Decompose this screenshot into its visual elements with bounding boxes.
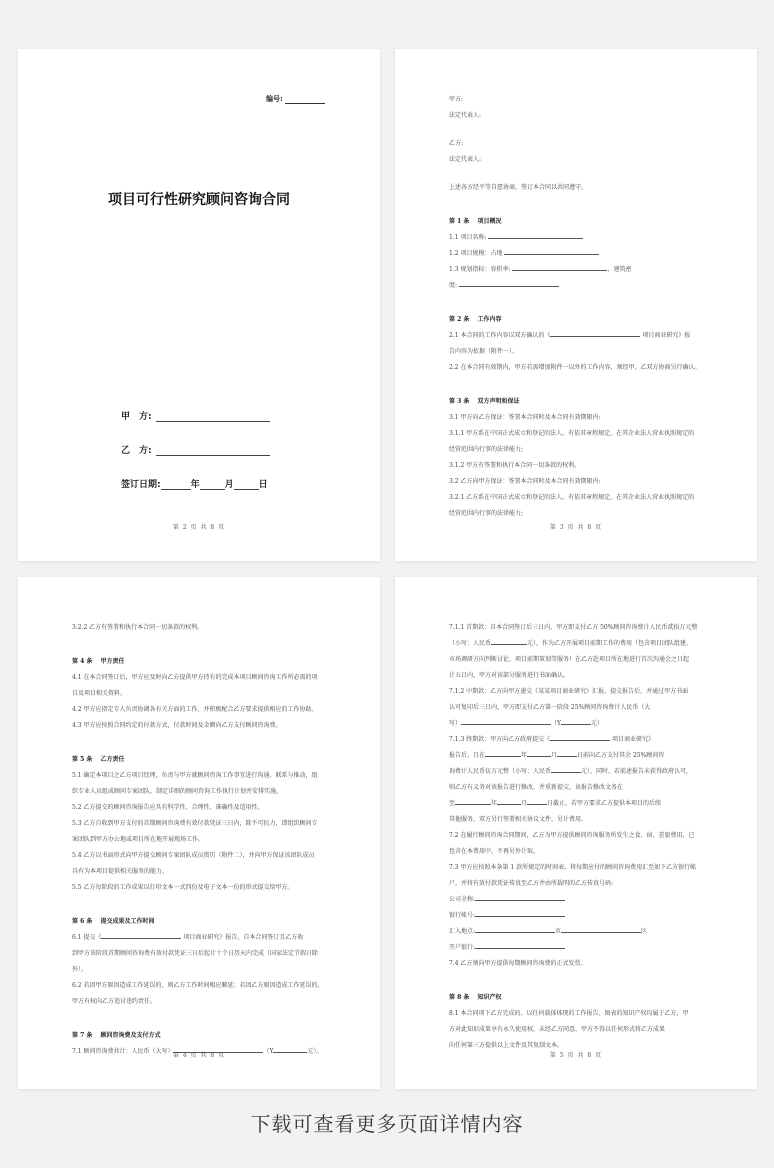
download-more-caption: 下载可查看更多页面详情内容 — [250, 1112, 524, 1136]
text-line: 3.2.2 乙方有签署和执行本合同一切条款的权利。 — [72, 624, 204, 631]
blank — [557, 750, 577, 757]
field-unit: 元） — [590, 720, 603, 727]
text-line: 到甲方该阶段首期顾问咨询费有效付款凭证三日后起计十个日历天内完成（国家法定节假日除 — [72, 950, 319, 957]
article-heading: 第 3 条 双方声明和保证 — [449, 398, 520, 405]
blank — [561, 718, 591, 725]
text-line — [449, 716, 707, 732]
text-line: 8.1 本合同项下乙方完成的、以任何载体体现的工作报告、图表的知识产权均属于乙方，甲 — [449, 1010, 689, 1017]
field-label: 1.1 项目名称: — [449, 234, 487, 241]
text-line: 4.2 甲方应指定专人负责协调各有关方面的工作，并积极配合乙方要求提供相应的工作协助。 — [72, 706, 318, 713]
field-label: 2.1 本合同的工作内容以双方确认的《 — [449, 332, 551, 339]
contract-page-4 — [18, 577, 380, 1089]
text-line: 2.2 在本合同有效期内，甲方若需增加附件一以外的工作内容，须经甲、乙双方协商另行确认。 — [449, 364, 701, 371]
article-heading: 第 8 条 知识产权 — [449, 994, 502, 1001]
text-line: 甲方: — [449, 96, 464, 103]
text-line: 5.1 确定本项目之乙方项目经理，负责与甲方就顾问咨询工作事宜进行沟通、联系与推动，组 — [72, 772, 318, 779]
text-line: 向任何第三方提供以上文件及其复制文本。 — [449, 1042, 564, 1049]
spacer — [449, 294, 707, 306]
text-line — [449, 636, 707, 652]
field-label: 7.1 顾问咨询费共计：人民币（大写） — [72, 1048, 174, 1055]
field-tail: 元），同时，若前述报告未获得政府认可, — [581, 768, 688, 775]
spacer — [449, 124, 707, 136]
text-line — [449, 732, 707, 748]
field-tail: 日截止，若甲方要求乙方提供本项目的后续 — [547, 800, 662, 807]
page-number: 第 5 页 共 8 页 — [549, 1052, 603, 1059]
signing-date-line — [121, 477, 268, 490]
text-line: 其他服务，双方另行签署相关协议文件，另计费用。 — [449, 816, 588, 823]
field-label: 报告后，且在 — [449, 752, 486, 759]
party-b-line — [121, 443, 270, 456]
day-label: 日 — [258, 480, 268, 490]
field-label: 公司全称: — [449, 896, 476, 903]
field-tail: 项目商业研究》 — [612, 736, 655, 743]
field-label: 至 — [449, 800, 456, 807]
article-heading: 第 4 条 甲方责任 — [72, 658, 125, 665]
text-line: 法定代表人: — [449, 112, 482, 119]
blank — [461, 718, 551, 725]
article-heading: 第 6 条 提交成果及工作时间 — [72, 918, 155, 925]
field-tail: ，建筑密 — [607, 266, 632, 273]
contract-number-line — [266, 94, 325, 104]
text-line: 乙方: — [449, 140, 464, 147]
party-b-label: 乙 方: — [121, 446, 152, 456]
year-blank — [161, 479, 191, 490]
district-label: 区 — [641, 928, 648, 935]
text-line: 计五日内，甲方对该部分服务进行书面确认。 — [449, 672, 570, 679]
text-line — [449, 328, 707, 344]
text-line: 7.4 乙方须向甲方提供每期顾问咨询费的正式发票。 — [449, 960, 587, 967]
spacer — [72, 734, 330, 746]
contract-number-blank — [285, 95, 325, 104]
field-label: 询费计人民币伍万元整（小写：人民币 — [449, 768, 552, 775]
page-text — [72, 620, 330, 1060]
field-unit: 元）。 — [307, 1048, 323, 1055]
spacer — [72, 896, 330, 908]
spacer — [449, 196, 707, 208]
contract-title: 项目可行性研究顾问咨询合同 — [108, 192, 290, 208]
year-label: 年 — [521, 752, 528, 759]
field-label: 度: — [449, 282, 458, 289]
blank — [550, 330, 640, 337]
signing-date-label: 签订日期: — [121, 480, 161, 490]
blank — [101, 932, 181, 939]
text-line: 经营范围内行事的法律能力; — [449, 446, 524, 453]
text-line: 5.3 乙方自收到甲方支付的首期顾问咨询费有效付款凭证三日内，除不可抗力，即组织顾问专 — [72, 820, 318, 827]
text-line: 3.1.2 甲方有签署和执行本合同一切条款的权利。 — [449, 462, 581, 469]
blank — [527, 750, 551, 757]
contract-page-5 — [395, 577, 757, 1089]
article-heading: 第 2 条 工作内容 — [449, 316, 502, 323]
text-line: 认可复印后三日内，甲方即支付乙方第一阶段 25%顾问咨询费计人民币（大 — [449, 704, 651, 711]
page-number: 第 4 页 共 8 页 — [172, 1052, 226, 1059]
field-label: 6.1 提交《 — [72, 934, 102, 941]
field-tail: 项目商业研究》报 — [642, 332, 691, 339]
text-line: 6.2 若因甲方原因造成工作延误的，则乙方工作时间相应顺延；若因乙方原因造成工作延误的， — [72, 982, 324, 989]
text-line: 目及项目相关资料。 — [72, 690, 127, 697]
text-line: 7.2 在履行顾问咨询合同期间，乙方为甲方提供顾问咨询服务所发生之食、宿、差旅费用，已 — [449, 832, 695, 839]
text-line — [449, 892, 707, 908]
blank — [550, 734, 610, 741]
field-label: 1.3 规划指标：容积率: — [449, 266, 511, 273]
field-label: 银行帐号: — [449, 912, 476, 919]
text-line: 则乙方有义务对该报告进行修改，并重新提交，该报告修改文务在 — [449, 784, 624, 791]
page-text — [449, 620, 707, 1054]
text-line: 4.3 甲方应按照合同约定的付款方式，付款时间及金额向乙方支付顾问咨询费。 — [72, 722, 282, 729]
blank — [527, 798, 547, 805]
field-tail: 元），作为乙方开展项目前期工作的费用（包含项目团队组建、 — [527, 640, 693, 647]
text-line: 甲方有权向乙方追讨违约责任。 — [72, 998, 157, 1005]
spacer — [72, 636, 330, 648]
text-line: 7.3 甲方应按照本条第 1 款所规定的时间表，将每期应付的顾问咨询费用汇至如下乙方银行帐 — [449, 864, 697, 871]
article-heading: 第 7 条 顾问咨询费及支付方式 — [72, 1032, 161, 1039]
city-label: 市 — [555, 928, 562, 935]
text-line: 案团队到甲方办公地或项目所在地开展现场工作。 — [72, 836, 205, 843]
party-a-blank — [156, 411, 270, 422]
month-label: 月 — [521, 800, 528, 807]
blank — [497, 798, 521, 805]
text-line: 4.1 在本合同签订后，甲方应及时向乙方提供甲方持有的完成本项目顾问咨询工作所必需的项 — [72, 674, 318, 681]
field-tail: （Y — [551, 720, 561, 727]
text-line — [449, 230, 707, 246]
text-line: 市场调研方向判断讨论、项目前期策划等服务）在乙方赴项目所在地进行首次沟通会之日起 — [449, 656, 690, 663]
year-label: 年 — [491, 800, 498, 807]
blank — [561, 926, 641, 933]
month-label: 月 — [551, 752, 558, 759]
text-line: 3.1.1 甲方系在中国正式成立和登记的法人，有依其章程规定，在其企业法人营业执照规定的 — [449, 430, 695, 437]
party-b-blank — [156, 445, 270, 456]
blank — [488, 232, 583, 239]
text-line: 7.1.1 首期款：自本合同签订后三日内，甲方即支付乙方 50%顾问咨询费计人民币贰拾万元整 — [449, 624, 698, 631]
text-line: 3.1 甲方向乙方保证：签署本合同时及本合同有效期限内: — [449, 414, 601, 421]
blank — [475, 942, 565, 949]
blank — [459, 280, 559, 287]
field-label: 1.2 项目规模：占地 — [449, 250, 503, 257]
text-line — [449, 748, 707, 764]
spacer — [449, 376, 707, 388]
text-line — [449, 262, 707, 278]
blank — [475, 894, 565, 901]
party-a-label: 甲 方: — [121, 412, 152, 422]
text-line: 包含在本费用中，不再另外计取。 — [449, 848, 540, 855]
blank — [512, 264, 607, 271]
article-heading: 第 1 条 项目概况 — [449, 218, 502, 225]
text-line — [449, 246, 707, 262]
text-line — [72, 930, 330, 946]
page-text — [449, 92, 707, 522]
contract-page-3 — [395, 49, 757, 561]
blank — [551, 766, 581, 773]
blank — [455, 798, 491, 805]
text-line — [449, 278, 707, 294]
blank — [475, 910, 565, 917]
article-heading: 第 5 条 乙方责任 — [72, 756, 125, 763]
text-line: 方对此知识成果享有永久使用权，未经乙方同意，甲方不得以任何形式将乙方成果 — [449, 1026, 666, 1033]
text-line: 外）。 — [72, 966, 88, 973]
field-label: 7.1.3 终期款：甲方向乙方政府提交《 — [449, 736, 551, 743]
month-blank — [200, 479, 225, 490]
spacer — [72, 1010, 330, 1022]
field-label: 开户银行: — [449, 944, 476, 951]
contract-number-label: 编号: — [266, 95, 283, 103]
day-blank — [234, 479, 259, 490]
text-line: 具有为本项目提供相关服务的能力。 — [72, 868, 169, 875]
blank — [491, 638, 527, 645]
text-line: 告内容为依据（附件一）。 — [449, 348, 519, 355]
text-line: 上述各方经平等自愿协商，签订本合同以共同遵守。 — [449, 184, 588, 191]
year-label: 年 — [190, 480, 200, 490]
spacer — [449, 972, 707, 984]
text-line: 5.4 乙方以书面形式向甲方提交顾问专案团队成员资历（附件二），并向甲方保证该团队成员 — [72, 852, 315, 859]
field-tail: （Y — [263, 1048, 274, 1055]
blank — [475, 926, 555, 933]
text-line — [449, 924, 707, 940]
month-label: 月 — [224, 480, 234, 490]
field-tail: 日前向乙方支付其余 25%顾问咨 — [577, 752, 665, 759]
text-line — [449, 908, 707, 924]
text-line — [449, 796, 707, 812]
text-line: 法定代表人: — [449, 156, 482, 163]
text-line: 3.2 乙方向甲方保证：签署本合同时及本合同有效期限内: — [449, 478, 601, 485]
text-line: 经营范围内行事的法律能力; — [449, 510, 524, 517]
spacer — [449, 168, 707, 180]
text-line: 7.1.2 中期款：乙方向甲方递交《某某项目商业研究》汇报，提交报告后，并通过甲方书面 — [449, 688, 689, 695]
text-line: 织专业人员组成顾问专案团队，制定详细的顾问咨询工作执行计划并安排实施。 — [72, 788, 283, 795]
party-a-line — [121, 409, 270, 422]
text-line: 户，并将有效付款凭证传真至乙方并由所载明的乙方传真号码: — [449, 880, 614, 887]
text-line — [449, 764, 707, 780]
contract-cover-page — [18, 49, 380, 561]
text-line: 5.2 乙方提交的顾问咨询报告应具有科学性、合理性、准确性及适用性。 — [72, 804, 264, 811]
field-label: （小写：人民币 — [449, 640, 492, 647]
blank — [504, 248, 599, 255]
text-line: 5.5 乙方每阶段的工作成果以打印文本一式四份及电子文本一份的形式提交给甲方。 — [72, 884, 294, 891]
field-label: 汇入地点: — [449, 928, 476, 935]
text-line — [449, 940, 707, 956]
page-number: 第 2 页 共 8 页 — [172, 524, 226, 531]
field-tail: 项目商业研究》报告，自本合同签订且乙方收 — [183, 934, 304, 941]
field-label: 写） — [449, 720, 462, 727]
blank — [485, 750, 521, 757]
text-line: 3.2.1 乙方系在中国正式成立和登记的法人，有依其章程规定，在其企业法人营业执照规定的 — [449, 494, 695, 501]
page-number: 第 3 页 共 8 页 — [549, 524, 603, 531]
